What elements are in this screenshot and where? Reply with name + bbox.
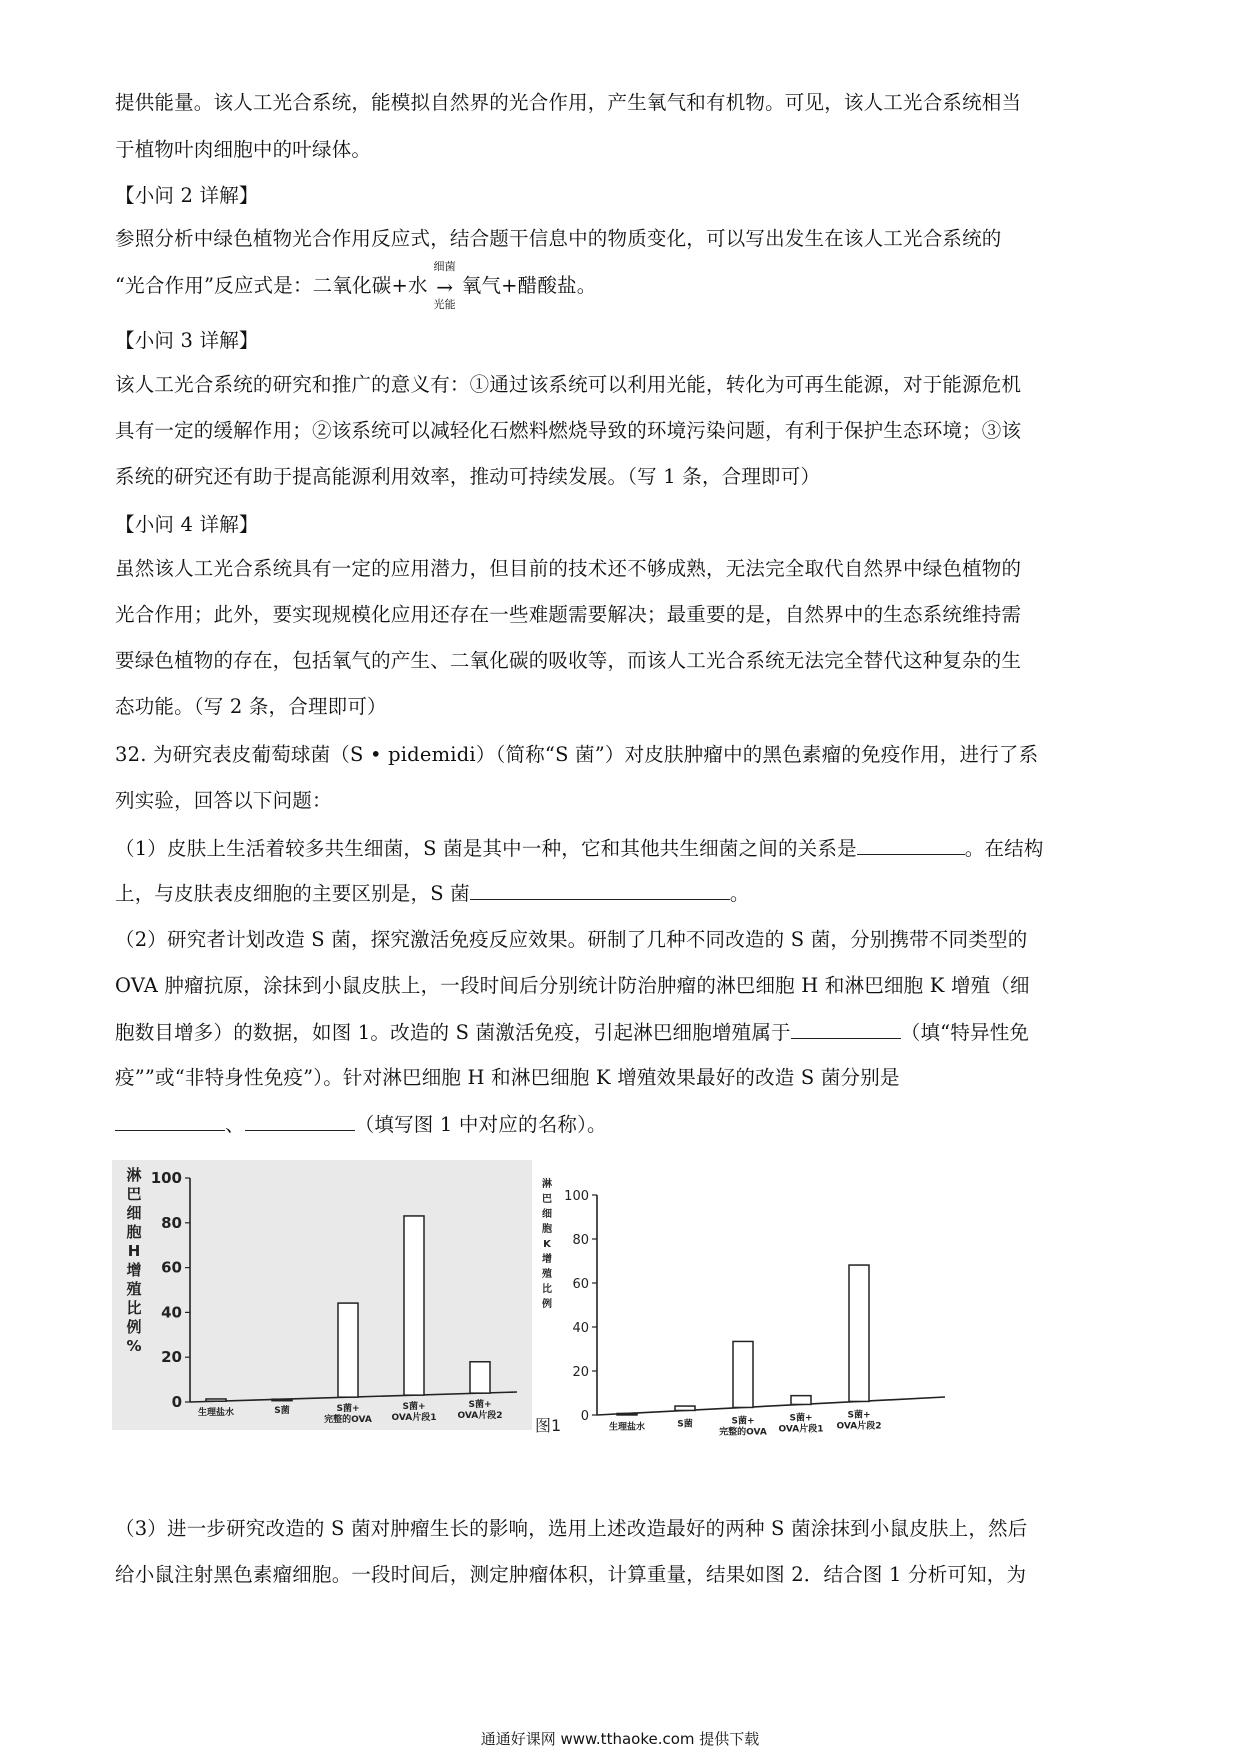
scan-background: [112, 1160, 532, 1430]
bar-chart-lymphocyte-k: [535, 1175, 955, 1465]
y-axis-label-char: K: [543, 1239, 551, 1250]
y-tick-label: 100: [150, 1169, 182, 1187]
x-category-label: S菌: [274, 1406, 290, 1417]
y-axis-label-char: 增: [542, 1254, 552, 1265]
bar: [470, 1362, 490, 1393]
answer-blank[interactable]: [791, 1018, 901, 1039]
paragraph-line: 要绿色植物的存在，包括氧气的产生、二氧化碳的吸收等，而该人工光合系统无法完全替代这种复杂的生: [115, 649, 1022, 672]
question-2-line: （2）研究者计划改造 S 菌，探究激活免疫反应效果。研制了几种不同改造的 S 菌，分别携带不同类型的: [115, 928, 1028, 951]
x-category-label: S菌+: [468, 1400, 492, 1411]
y-axis-label-char: 细: [126, 1204, 142, 1222]
figure-caption: 图1: [535, 1416, 562, 1435]
y-axis-label-char: 比: [542, 1284, 552, 1295]
question-text: （填写图 1 中对应的名称）。: [354, 1113, 607, 1136]
y-axis-label-char: 比: [126, 1299, 142, 1317]
y-tick-label: 40: [572, 1321, 589, 1336]
y-axis-label-char: 增: [126, 1261, 142, 1279]
question-text: （1）皮肤上生活着较多共生细菌，S 菌是其中一种，它和其他共生细菌之间的关系是: [115, 837, 857, 860]
bar: [675, 1406, 695, 1410]
bar: [617, 1413, 637, 1415]
section-heading: 【小问 3 详解】: [115, 329, 259, 352]
x-category-label: 完整的OVA: [719, 1427, 767, 1438]
bar: [791, 1396, 811, 1405]
x-category-label: S菌+: [789, 1413, 813, 1424]
y-axis-label-char: 例: [126, 1318, 142, 1336]
y-tick-label: 80: [161, 1213, 182, 1232]
bar: [338, 1303, 358, 1397]
x-axis-line: [597, 1397, 945, 1415]
paragraph-line: 于植物叶肉细胞中的叶绿体。: [115, 138, 372, 161]
y-axis-label-char: 巴: [126, 1185, 142, 1203]
question-text: （填“特异性免: [900, 1021, 1030, 1044]
y-axis-label-char: 淋: [542, 1179, 552, 1190]
paragraph-line: 提供能量。该人工光合系统，能模拟自然界的光合作用，产生氧气和有机物。可见，该人工光合系统相当: [115, 91, 1022, 114]
arrow-icon: →: [436, 274, 454, 299]
question-1-line: [115, 834, 1132, 863]
paragraph-line: 具有一定的缓解作用；②该系统可以减轻化石燃料燃烧导致的环境污染问题，有利于保护生态环境；③该: [115, 419, 1022, 442]
x-category-label: 完整的OVA: [324, 1415, 372, 1426]
y-tick-label: 20: [572, 1365, 589, 1380]
x-category-label: OVA片段2: [457, 1411, 503, 1422]
y-tick-label: 40: [161, 1303, 182, 1322]
answer-blank[interactable]: [245, 1110, 355, 1131]
question-32-stem: 32. 为研究表皮葡萄球菌（S • pidemidi）（简称“S 菌”）对皮肤肿瘤中的黑色素瘤的免疫作用，进行了系: [115, 743, 1039, 766]
paragraph-line: 参照分析中绿色植物光合作用反应式，结合题干信息中的物质变化，可以写出发生在该人工光合系统的: [115, 227, 1002, 250]
x-category-label: OVA片段2: [836, 1421, 882, 1432]
y-axis-label-char: 胞: [126, 1223, 142, 1241]
x-category-label: OVA片段1: [778, 1424, 824, 1435]
y-tick-label: 60: [572, 1277, 589, 1292]
bar: [849, 1265, 869, 1401]
y-axis-label-char: 巴: [542, 1194, 552, 1205]
question-2-line: [115, 1018, 1132, 1047]
y-axis-label-char: H: [127, 1242, 141, 1260]
section-heading: 【小问 4 详解】: [115, 513, 259, 536]
bar-chart-lymphocyte-h: [112, 1160, 532, 1430]
question-1-line: [115, 879, 1132, 908]
paragraph-line: 光合作用；此外，要实现规模化应用还存在一些难题需要解决；最重要的是，自然界中的生态系统维持需: [115, 603, 1022, 626]
equation-reactants: “光合作用”反应式是：二氧化碳+水: [115, 274, 428, 297]
question-32-stem: 列实验，回答以下问题：: [115, 789, 332, 812]
question-text: 。在结构: [964, 837, 1044, 860]
y-axis-label-char: 例: [542, 1299, 552, 1310]
question-text: 胞数目增多）的数据，如图 1。改造的 S 菌激活免疫，引起淋巴细胞增殖属于: [115, 1021, 791, 1044]
paragraph-line: 态功能。（写 2 条，合理即可）: [115, 695, 387, 718]
y-tick-label: 0: [171, 1393, 182, 1411]
x-category-label: S菌: [677, 1419, 693, 1430]
question-text: 。: [729, 882, 750, 905]
bar: [733, 1341, 753, 1407]
question-2-line: 疫””或“非特身性免疫”）。针对淋巴细胞 H 和淋巴细胞 K 增殖效果最好的改造 S 菌分别是: [115, 1066, 900, 1089]
y-axis-label-char: 淋: [126, 1166, 142, 1184]
equation-line: [115, 259, 1132, 311]
x-category-label: 生理盐水: [608, 1422, 646, 1433]
x-category-label: S菌+: [731, 1416, 755, 1427]
y-tick-label: 20: [161, 1348, 182, 1367]
bar: [404, 1216, 424, 1395]
y-axis-label-char: %: [126, 1337, 142, 1355]
x-category-label: S菌+: [847, 1410, 871, 1421]
question-2-line: [115, 1110, 1132, 1139]
bar: [206, 1399, 226, 1401]
x-category-label: S菌+: [402, 1402, 426, 1413]
paragraph-line: 系统的研究还有助于提高能源利用效率，推动可持续发展。（写 1 条，合理即可）: [115, 465, 821, 488]
y-tick-label: 80: [572, 1233, 589, 1248]
equation-products: 氧气+醋酸盐。: [461, 274, 597, 297]
question-3-line: （3）进一步研究改造的 S 菌对肿瘤生长的影响，选用上述改造最好的两种 S 菌涂抹到小鼠皮肤上，然后: [115, 1517, 1028, 1540]
answer-blank[interactable]: [115, 1110, 225, 1131]
x-category-label: OVA片段1: [391, 1413, 437, 1424]
y-axis-label-char: 殖: [126, 1280, 142, 1298]
question-3-line: 给小鼠注射黑色素瘤细胞。一段时间后，测定肿瘤体积，计算重量，结果如图 2．结合图 1 分析可知，为: [115, 1563, 1027, 1586]
answer-blank[interactable]: [470, 879, 730, 900]
y-axis-label-char: 殖: [542, 1269, 552, 1280]
reaction-arrow: [428, 259, 462, 311]
question-2-line: OVA 肿瘤抗原，涂抹到小鼠皮肤上，一段时间后分别统计防治肿瘤的淋巴细胞 H 和淋巴细胞 K 增殖（细: [115, 974, 1030, 997]
x-category-label: S菌+: [336, 1404, 360, 1415]
question-text: 、: [225, 1113, 245, 1136]
paragraph-line: 该人工光合系统的研究和推广的意义有：①通过该系统可以利用光能，转化为可再生能源，对于能源危机: [115, 373, 1022, 396]
y-tick-label: 0: [580, 1409, 589, 1424]
section-heading: 【小问 2 详解】: [115, 184, 259, 207]
x-category-label: 生理盐水: [197, 1408, 235, 1419]
y-axis-label-char: 细: [542, 1209, 552, 1220]
answer-blank[interactable]: [857, 834, 965, 855]
page-footer: 通通好课网 www.tthaoke.com 提供下载: [480, 1730, 760, 1748]
arrow-condition-bottom: 光能: [433, 297, 456, 311]
arrow-condition-top: 细菌: [433, 259, 456, 273]
y-axis-label-char: 胞: [542, 1224, 552, 1235]
paragraph-line: 虽然该人工光合系统具有一定的应用潜力，但目前的技术还不够成熟，无法完全取代自然界中绿色植物的: [115, 557, 1022, 580]
bar: [272, 1399, 292, 1401]
y-tick-label: 60: [161, 1258, 182, 1277]
y-tick-label: 100: [564, 1189, 589, 1204]
question-text: 上，与皮肤表皮细胞的主要区别是，S 菌: [115, 882, 470, 905]
